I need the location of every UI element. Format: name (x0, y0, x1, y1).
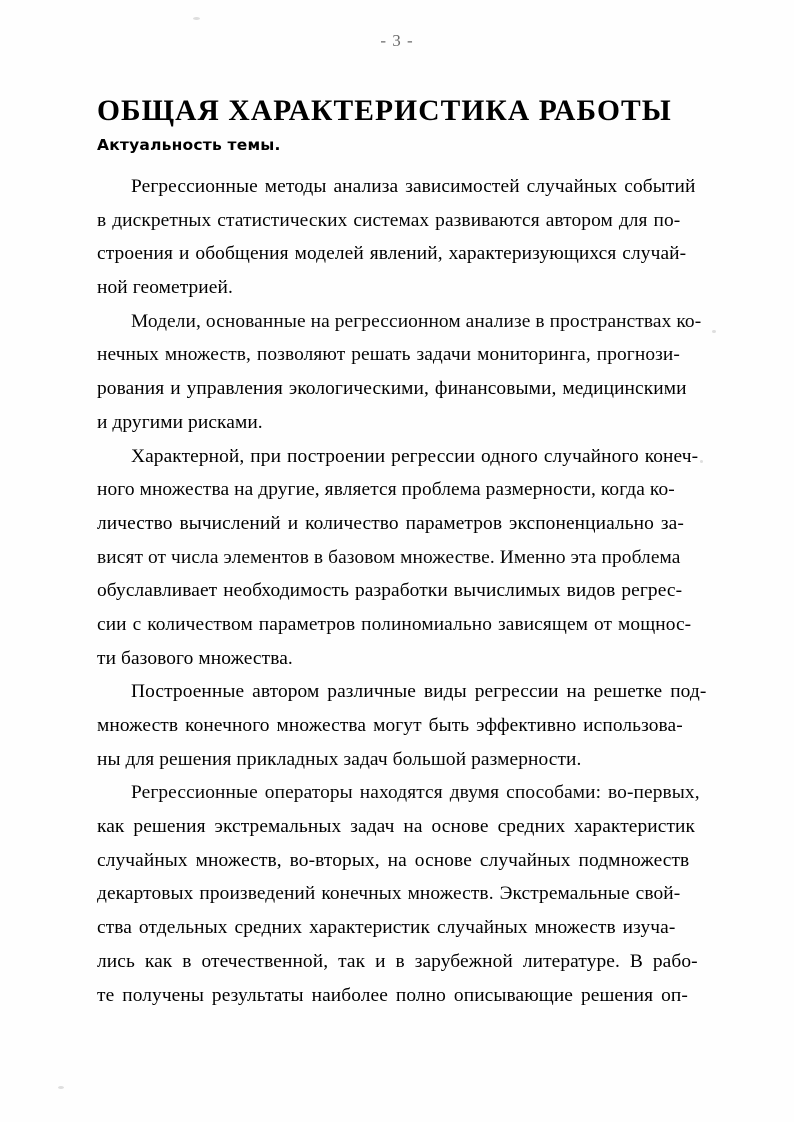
text-line: нечных множеств, позволяют решать задачи мониторинга, прогнози- (97, 344, 680, 366)
text-line: строения и обобщения моделей явлений, характеризующихся случай- (97, 243, 687, 265)
text-line: Регрессионные операторы находятся двумя способами: во-первых, (131, 782, 700, 804)
text-line: висят от числа элементов в базовом множестве. Именно эта проблема (97, 546, 681, 568)
page-number: - 3 - (380, 31, 414, 50)
text-line: лись как в отечественной, так и в зарубежной литературе. В рабо- (97, 950, 698, 972)
text-line: Характерной, при построении регрессии одного случайного конеч- (131, 445, 699, 467)
text-line: ного множества на другие, является проблема размерности, когда ко- (97, 479, 675, 501)
text-line: ства отдельных средних характеристик случайных множеств изуча- (97, 917, 676, 939)
body-text (97, 170, 707, 1012)
text-line: личество вычислений и количество параметров экспоненциально за- (97, 512, 684, 534)
text-line: декартовых произведений конечных множеств. Экстремальные свой- (97, 883, 681, 905)
scan-speck (58, 1086, 64, 1089)
text-line: ной геометрией. (97, 277, 233, 299)
text-line: случайных множеств, во-вторых, на основе случайных подмножеств (97, 849, 690, 871)
text-line: и другими рисками. (97, 411, 263, 433)
text-line: ны для решения прикладных задач большой размерности. (97, 748, 582, 770)
text-line: как решения экстремальных задач на основе средних характеристик (97, 816, 696, 838)
page-title: ОБЩАЯ ХАРАКТЕРИСТИКА РАБОТЫ (97, 94, 672, 127)
scan-speck (712, 330, 716, 333)
text-line: Построенные автором различные виды регрессии на решетке под- (131, 681, 707, 703)
section-label-relevance: Актуальность темы. (97, 136, 281, 154)
text-line: сии с количеством параметров полиномиально зависящем от мощнос- (97, 613, 692, 635)
text-line: ти базового множества. (97, 647, 293, 669)
text-line: те получены результаты наиболее полно описывающие решения оп- (97, 984, 688, 1006)
text-line: Регрессионные методы анализа зависимостей случайных событий (131, 176, 696, 197)
text-line: множеств конечного множества могут быть эффективно использова- (97, 715, 683, 736)
text-line: рования и управления экологическими, финансовыми, медицинскими (97, 378, 687, 400)
text-line: в дискретных статистических системах развиваются автором для по- (97, 209, 681, 231)
text-line: Модели, основанные на регрессионном анализе в пространствах ко- (131, 310, 702, 332)
scan-speck (193, 17, 200, 20)
text-line: обуславливает необходимость разработки вычислимых видов регрес- (97, 580, 683, 602)
